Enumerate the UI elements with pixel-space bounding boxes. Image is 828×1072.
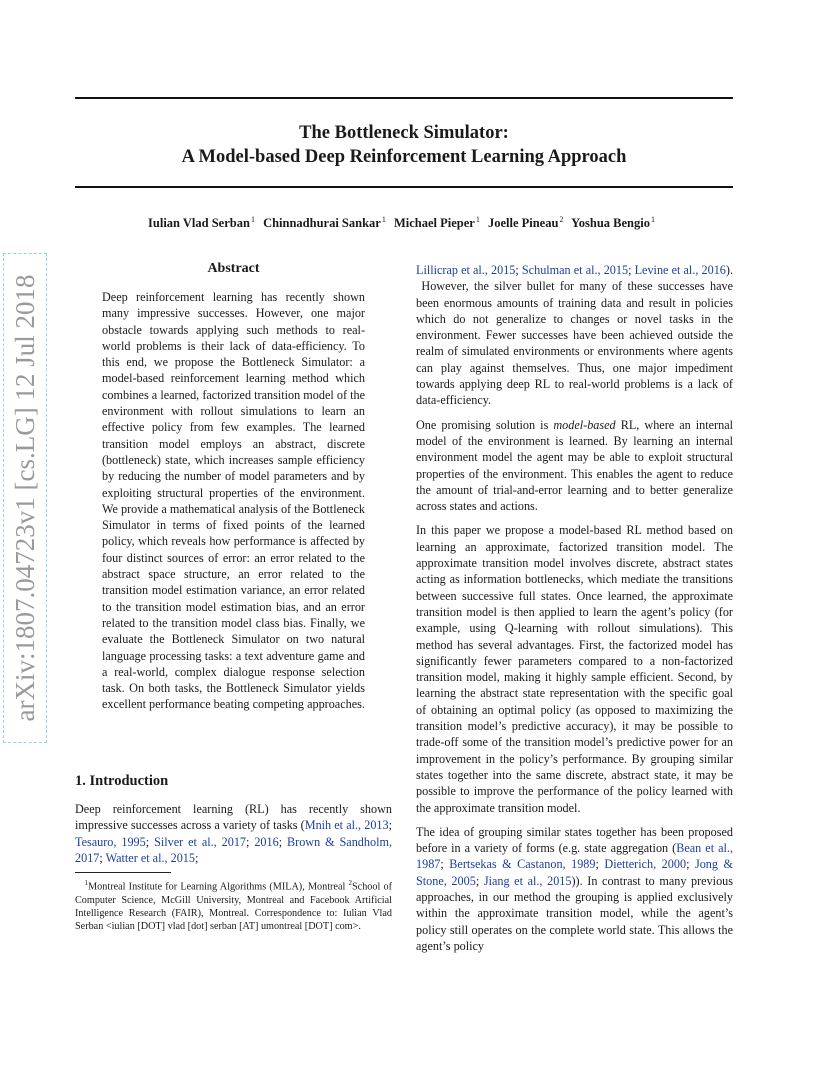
arxiv-stamp: arXiv:1807.04723v1 [cs.LG] 12 Jul 2018 (3, 253, 47, 743)
intro-paragraph-2 (416, 417, 733, 515)
author-affiliation: 1 (250, 215, 255, 224)
footnote-mark: 2 (348, 879, 352, 887)
citation-link[interactable]: Dietterich, 2000 (604, 857, 687, 872)
author-affiliation: 1 (381, 215, 386, 224)
paragraph-text: )). In contrast to many previous approaches, in our method the grouping is applied exclusively within the approximate transition model, while the agent’s policy still operates on the complete world state. This allows the agent’s policy (416, 873, 734, 953)
footnote-text: School of Computer Science, McGill University, Montreal and Facebook Artificial Intelligence Research (FAIR), Montreal. Correspondence to: Iulian Vlad Serban <iulian [DOT] vlad [dot] serban [AT] umontreal [DOT] com>. (75, 881, 392, 932)
affiliation-footnote (75, 877, 392, 933)
author-affiliation: 2 (559, 215, 564, 224)
intro-paragraph-3: In this paper we propose a model-based RL method based on learning an approximate, factorized transition model. The approximate transition model involves discrete, abstract states acting as information bottlenecks, which mediate the transitions between successive full states. Once learned, the approximate transition model is then applied to learn the agent’s policy (for example, using Q-learning with rollout simulations). This method has several advantages. First, the factorized model has significantly fewer parameters compared to a non-factorized transition model, making it highly sample efficient. Second, by learning the abstract state representation with the specific goal of obtaining an optimal policy (as opposed to maximizing the transition model’s predictive accuracy), it may be possible to trade-off some of the transition model’s predictive power for an improvement in the policy’s performance. By grouping similar states together into the same discrete, abstract state, it may be possible to improve the performance of the policy learned with the approximate transition model. (416, 523, 733, 815)
abstract-heading: Abstract (207, 261, 260, 276)
citation-link[interactable]: Bertsekas & Castanon, 1989 (449, 857, 596, 872)
footnote-text: Montreal Institute for Learning Algorithms (MILA), Montreal (88, 881, 349, 893)
author-affiliation: 1 (475, 215, 480, 224)
paragraph-text: The idea of grouping similar states together has been proposed before in a variety of forms (e.g. state aggregation ( (416, 824, 733, 856)
section-heading-introduction: 1. Introduction (75, 773, 169, 789)
citation-link[interactable]: 2016 (254, 834, 279, 849)
intro-left-column (75, 801, 392, 874)
author-list (75, 215, 733, 231)
paragraph-text: One promising solution is (416, 417, 554, 432)
citation-link[interactable]: Levine et al., 2016 (634, 263, 726, 277)
paragraph-text: Deep reinforcement learning (RL) has recently shown impressive successes across a variety of tasks ( (75, 802, 392, 833)
paragraph-text: RL, where an internal model of the environment is learned. By learning an internal environment model the agent may be able to exploit structural properties of the environment. This enables the agent to reduce the amount of trial-and-error learning and to better generalize across states and actions. (416, 417, 734, 514)
citation-link[interactable]: Jong & Stone, 2005 (416, 857, 733, 888)
emphasis-text: model-based (553, 417, 616, 432)
citation-link[interactable]: Mnih et al., 2013 (304, 818, 389, 833)
abstract-body (102, 289, 365, 721)
citation-link[interactable]: Bean et al., 1987 (416, 841, 733, 872)
footnote-rule (75, 872, 171, 873)
citation-link[interactable]: Lillicrap et al., 2015 (416, 263, 516, 277)
author-name: Yoshua Bengio (571, 216, 650, 231)
citation-link[interactable]: Brown & Sandholm, 2017 (75, 834, 392, 865)
intro-paragraph-4: The idea of grouping similar states together has been proposed before in a variety of forms (e.g. state aggregation (Bean et al., 1987; Bertsekas & Castanon, 1989; Dietterich, 2000; Jong & Stone, 2005; Jiang et al., 2015)). In contrast to many previous approaches, in our method the grouping is applied exclusively within the approximate transition model, while the agent’s policy still operates on the complete world state. This allows the agent’s policy (416, 824, 734, 953)
citation-link[interactable]: Tesauro, 1995 (75, 834, 146, 849)
title-line-2: A Model-based Deep Reinforcement Learning Approach (181, 147, 627, 167)
author-name: Chinnadhurai Sankar (263, 216, 381, 231)
citation-link[interactable]: Schulman et al., 2015 (521, 263, 629, 277)
citation-link[interactable]: Jiang et al., 2015 (483, 873, 572, 888)
title-bottom-rule (75, 186, 733, 188)
citation-link[interactable]: Silver et al., 2017 (154, 834, 247, 849)
intro-paragraph-1-start: Deep reinforcement learning (RL) has recently shown impressive successes across a variety of tasks (Mnih et al., 2013; Tesauro, 1995; Silver et al., 2017; 2016; Brown & Sandholm, 2017; Watter et al., 2015; (75, 802, 392, 865)
citation-link[interactable]: Watter et al., 2015 (105, 850, 195, 865)
author-name: Michael Pieper (393, 216, 475, 231)
author-name: Joelle Pineau (487, 216, 559, 231)
intro-paragraph-1-continued: Lillicrap et al., 2015; Schulman et al., 2015; Levine et al., 2016). However, the silver bullet for many of these successes have been enormous amounts of training data and result in policies which do not generalize to changes or novel tasks in the environment. Fewer successes have been achieved outside the realm of simulated environments or environments where agents can play against themselves. Thus, one major impediment towards applying deep RL to real-world problems is a lack of data-efficiency. (416, 263, 734, 408)
author-affiliation: 1 (650, 215, 655, 224)
paper-title (75, 121, 733, 169)
footnote-mark: 1 (84, 879, 89, 887)
author-name: Iulian Vlad Serban (148, 216, 250, 231)
top-rule (75, 97, 733, 99)
paragraph-text: However, the silver bullet for many of these successes have been enormous amounts of training data and result in policies which do not generalize to changes or novel tasks in the environment. Fewer successes have been achieved outside the realm of simulated environments or environments where agents can play against themselves. Thus, one major impediment towards applying deep RL to real-world problems is a lack of data-efficiency. (416, 279, 734, 408)
intro-right-column (416, 262, 733, 962)
title-line-1: The Bottleneck Simulator: (299, 123, 509, 143)
abstract-text: Deep reinforcement learning has recently shown many impressive successes. However, one major obstacle towards applying such methods to real-world problems is their lack of data-efficiency. To this end, we propose the Bottleneck Simulator: a model-based reinforcement learning method which combines a learned, factorized transition model of the environment with rollout simulations to learn an effective policy from few examples. The learned transition model employs an abstract, discrete (bottleneck) state, which increases sample efficiency by reducing the number of model parameters and by exploiting structural properties of the environment. We provide a mathematical analysis of the Bottleneck Simulator in terms of fixed points of the learned policy, which reveals how performance is affected by four distinct sources of error: an error related to the abstract space structure, an error related to the transition model estimation variance, an error related to the transition model estimation bias, and an error related to the transition model class bias. Finally, we evaluate the Bottleneck Simulator on two natural language processing tasks: a text adventure game and a real-world, complex dialogue response selection task. On both tasks, the Bottleneck Simulator yields excellent performance beating competing approaches. (102, 290, 365, 712)
